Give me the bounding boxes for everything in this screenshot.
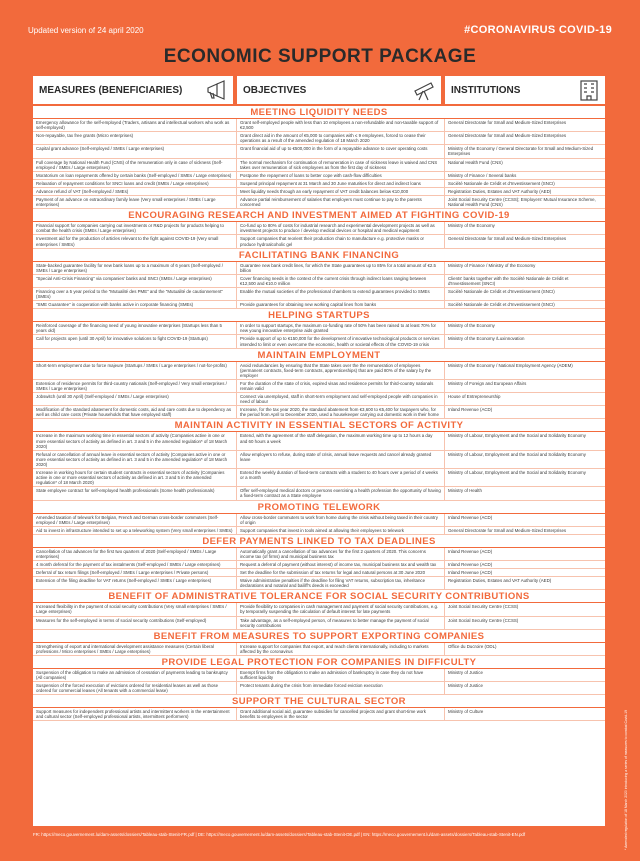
measure-cell: Cancellation of tax advances for the first two quarters of 2020 (Self-employed / SMEs / Large enterprises) [33,548,237,560]
objective-cell: Co-fund up to 80% of costs for industrial research and experimental development projects as well as investment projects to produce / develop medical devices or hospital and medical equipment [237,222,445,234]
table-row [33,335,605,348]
section-title: ENCOURAGING RESEARCH AND INVESTMENT AIMED AT FIGHTING COVID-19 [33,209,605,222]
objective-cell: Exempt firms from the obligation to make an admission of bankruptcy in case they do not have sufficient liquidity [237,669,445,681]
table-row [33,643,605,656]
institution-cell: Ministry of Labour, Employment and the Social and Solidarity Economy [448,470,586,476]
objective-cell: Increase support for companies that export, and reach clients internationally, including to markets affected by the coronavirus [237,643,445,655]
institution-cell: General Directorate for Small and Medium-Sized Enterprises [448,527,567,533]
section-title: SUPPORT THE CULTURAL SECTOR [33,695,605,708]
objective-cell: Allow cross-border commuters to work from home during the crisis without being taxed in their country of origin [237,514,445,526]
institution-cell: Office du Ducroire (ODL) [448,643,497,649]
objective-cell: Extend, with the agreement of the staff delegation, the maximum working time up to 12 hours a day and 60 hours a week [237,432,445,449]
section-title: PROVIDE LEGAL PROTECTION FOR COMPANIES IN DIFFICULTY [33,656,605,669]
table-row [33,708,605,721]
institution-cell: Inland Revenue (ACD) [448,561,493,567]
measure-cell: Modification of the standard abatement for domestic costs, aid and care costs due to dependency as well as child care costs (Private households that have employed staff) [33,406,237,418]
table-row [33,262,605,275]
table-row [33,145,605,158]
megaphone-icon [205,79,229,101]
table-row [33,119,605,132]
measure-cell: "SME Guarantee" in cooperation with banks active in corporate financing (SMEs) [33,301,237,308]
objective-cell: For the duration of the state of crisis, expired visas and residence permits for third-country nationals remain valid [237,380,445,392]
measure-cell: Financing over a 5 year period to the "Mutualité des PME" and the "Mutualité de cautionnement" (SMEs) [33,288,237,300]
objective-cell: Avoid redundancies by ensuring that the State takes over the the remuneration of employees (permanent contracts, fixed-term contracts, apprenticeships) that are paid 80% of the salary by the employer [237,362,445,379]
section-title: HELPING STARTUPS [33,309,605,322]
section-title: MEETING LIQUIDITY NEEDS [33,106,605,119]
column-header-institutions [445,76,605,104]
measure-cell: Capital grant advance (Self-employed / SMEs / Large enterprises) [33,145,237,157]
column-header-label: MEASURES (BENEFICIARIES) [39,84,183,96]
table-row [33,159,605,172]
objective-cell: Grant additional social aid, guarantee subsidies for cancelled projects and grant short-time work benefits to employees in the sector [237,708,445,720]
institution-cell: Ministry of Justice [448,683,483,689]
institution-cell: General Directorate for Small and Medium-Sized Enterprises [448,120,567,125]
table-row [33,132,605,145]
measure-cell: Aid to invest in infrastructure intended to set up a teleworking system (Very small enterprises / SMEs) [33,527,237,534]
column-header-measures [33,76,233,104]
measure-cell: Strengthening of export and international development assistance measures (Certain liberal professions / Micro enterprises / SMEs / Large enterprises) [33,643,237,655]
footer-links: FR: https://meco.gouvernement.lu/dam-assets/dossiers/Tableau-stab-Stenit-FR.pdf | DE: https://meco.gouvernement.lu/dam-assets/dossiers/Tableau-stab-Stenit-DE.pdf | EN: https://meco.gouvernement.lu/dam-assets/dossiers/Tableau-stab-Stenit-EN.pdf [33,832,526,837]
institution-cell: Ministry of the Economy / National Employment Agency (ADEM) [448,362,573,368]
objective-cell: Grant direct aid in the amount of €5,000 to companies with ≤ 9 employees, forced to cease their operations as a result of the amended regulation of 18 March 2020 [237,132,445,144]
institution-cell: General Directorate for Small and Medium-Sized Enterprises [448,236,567,242]
institution-cell: Inland Revenue (ACD) [448,570,493,576]
table-row [33,577,605,590]
institution-cell: Société Nationale de Crédit et d'Investissement (SNCI) [448,288,555,294]
objective-cell: Take advantage, as a self-employed person, of measures to better manage the payment of social security contributions [237,617,445,629]
version-label: Updated version of 24 april 2020 [28,26,144,35]
table-row [33,603,605,616]
objective-cell: In order to support startups, the maximum co-funding rate of 50% has been raised to at least 70% for new young innovative enterprise aids granted [237,322,445,334]
institution-cell: Ministry of the Economy [448,223,495,229]
table-row [33,487,605,500]
measure-cell: State-backed guarantee facility for new bank loans up to a maximum of 6 years (Self-employed / SMEs / Large enterprises) [33,262,237,274]
institution-cell: Clients' banks together with the Société Nationale de Crédit et d'Investissement (SNCI) [448,275,569,286]
section-title: BENEFIT FROM MEASURES TO SUPPORT EXPORTING COMPANIES [33,630,605,643]
section-title: DEFER PAYMENTS LINKED TO TAX DEADLINES [33,535,605,548]
section-title: FACILITATING BANK FINANCING [33,249,605,262]
objective-cell: Extend the weekly duration of fixed-term contracts with a student to 40 hours over a period of 4 weeks or a month [237,469,445,486]
objective-cell: Advance partial reimbursement of salaries that employers must continue to pay to the parents concerned [237,196,445,208]
objective-cell: Suspend principal repayment at 31 March and 30 June maturities for direct and indirect loans [237,180,445,187]
section-title: PROMOTING TELEWORK [33,501,605,514]
measure-cell: Extension of residence permits for third-country nationals (Self-employed / Very small enterprises / SMEs / Large enterprises) [33,380,237,392]
building-icon [577,79,601,101]
table-row [33,188,605,196]
table-row [33,172,605,180]
objective-cell: Allow employers to refuse, during state of crisis, annual leave requests and cancel already granted leave [237,451,445,468]
objective-cell: Support companies that reorient their production chain to manufacture e.g. protective masks or produce hydroalcoholic gel [237,235,445,247]
measure-cell: Full coverage by National Health Fund (CNS) of the remuneration only in case of sickness (Self-employed / SMEs / Large enterprises) [33,159,237,171]
table-row [33,548,605,561]
objective-cell: Provide guarantees for obtaining new working capital lines from banks [237,301,445,308]
table-row [33,196,605,209]
institution-cell: National Health Fund (CNS) [448,159,503,165]
institution-cell: Société Nationale de Crédit et d'Investissement (SNCI) [448,180,555,186]
side-note [624,380,632,850]
table-row [33,393,605,406]
objective-cell: Guarantee new bank credit lines, for which the State guarantees up to 85% for a total amount of €2.5 billion [237,262,445,274]
objective-cell: Increase, for the tax year 2020, the standard abatement from €3,600 to €5,400 for taxpayers who, for the period from April to December 2020, used a housekeeper carrying out domestic work in their home [237,406,445,418]
table-row [33,432,605,450]
measure-cell: Reinforced coverage of the financing need of young innovative enterprises (Startups less than 5 years old) [33,322,237,334]
side-note-text: * Amended regulation of 18 March 2020 introducing a series of measures to combat Covid-19 [624,709,628,850]
objective-cell: Meet liquidity needs through an early repayment of VAT credit balances below €10,000 [237,188,445,195]
institution-cell: Ministry of Labour, Employment and the Social and Solidarity Economy [448,451,586,457]
institution-cell: General Directorate for Small and Medium-Sized Enterprises [448,133,567,139]
measure-cell: Call for projects open (until 30 April) for innovative solutions to fight COVID-19 (Startups) [33,335,237,347]
institution-cell: Ministry of Culture [448,709,484,715]
measure-cell: Deferral of tax return filings (Self-employed / SMEs / Large enterprises / Private persons) [33,569,237,576]
measure-cell: Investment aid for the production of articles relevant to the fight against COVID-19 (Very small enterprises / SMEs) [33,235,237,247]
top-bar [28,26,612,40]
objective-cell: Grant self-employed people with less than 10 employees a non-refundable and non-taxable support of €2,500 [237,119,445,131]
institution-cell: Registration Duties, Estates and VAT Authority (AED) [448,578,552,584]
institution-cell: Inland Revenue (ACD) [448,514,493,520]
table-row [33,275,605,288]
measure-cell: Measures for the self-employed in terms of social security contributions (Self-employed) [33,617,237,629]
institution-cell: Ministry of Finance / Several banks [448,172,517,178]
objective-cell: Automatically grant a cancellation of tax advances for the first 2 quarters of 2020. This concerns income tax (of firms) and municipal business tax [237,548,445,560]
objective-cell: Enable the mutual societies of the professional chambers to extend guarantees provided to SMEs [237,288,445,300]
objective-cell: Set the deadline for the submission of tax returns for legal and natural persons at 30 June 2020 [237,569,445,576]
table-row [33,617,605,630]
table-row [33,451,605,469]
institution-cell: Ministry of Labour, Employment and the Social and Solidarity Economy [448,433,586,439]
table-row [33,322,605,335]
table-row [33,235,605,248]
telescope-icon [413,79,437,101]
measure-cell: Emergency allowance for the self-employed (Traders, artisans and intellectual workers who work as self-employed) [33,119,237,131]
table-row [33,362,605,380]
table-row [33,669,605,682]
table-row [33,406,605,419]
institution-cell: Ministry of the Economy / General Directorate for Small and Medium-Sized Enterprises [448,146,594,157]
institution-cell: Ministry of Health [448,488,482,494]
objective-cell: Provide flexibility to companies in cash management and payment of social security contributions, e.g. by temporarily suspending the calculation of default interest for late payments [237,603,445,615]
objective-cell: Postpone the repayment of loans to better cope with cash-flow difficulties [237,172,445,179]
measure-cell: Suspension of the forced execution of evictions ordered for residential leases as well as those ordered for commercial leases (All tenants with a commercial lease) [33,682,237,694]
measure-cell: Support measures for independent professional artists and intermittent workers in the entertainment and cultural sector (Self-employed professional artists, intermittent performers) [33,708,237,720]
measure-cell: State employee contract for self-employed health professionals (Some health professionals) [33,487,237,499]
page-title: ECONOMIC SUPPORT PACKAGE [163,46,477,67]
measure-cell: Relaxation of repayment conditions for SNCI loans and credit (SMEs / Large enterprises) [33,180,237,187]
table-row [33,527,605,535]
institution-cell: Inland Revenue (ACD) [448,407,493,413]
objective-cell: The normal mechanism for continuation of remuneration in case of sickness leave is waived and CNS takes over remuneration of sick employees as from the first day of sickness [237,159,445,171]
measure-cell: Jobswitch (until 30 April) (Self-employed / SMEs / Large enterprises) [33,393,237,405]
institution-cell: Registration Duties, Estates and VAT Authority (AED) [448,188,552,194]
table-row [33,180,605,188]
objective-cell: Protect tenants during the crisis from immediate forced eviction execution [237,682,445,694]
table-row [33,288,605,301]
section-title: MAINTAIN ACTIVITY IN ESSENTIAL SECTORS OF ACTIVITY [33,419,605,432]
institution-cell: Ministry of the Economy /Luxinnovation [448,336,525,342]
section-title: BENEFIT OF ADMINISTRATIVE TOLERANCE FOR SOCIAL SECURITY CONTRIBUTIONS [33,590,605,603]
institution-cell: Ministry of Foreign and European Affairs [448,380,527,386]
column-header-label: OBJECTIVES [243,84,307,96]
table-row [33,469,605,487]
measure-cell: Short-term employment due to force majeure (Startups / SMEs / Large enterprises / not-for-profits) [33,362,237,379]
institution-cell: Joint Social Security Centre (CCSS) [448,617,519,623]
objective-cell: Cover financing needs in the context of the current crisis through indirect loans ranging between €12,500 and €10.0 million [237,275,445,287]
table-row [33,380,605,393]
table-row [33,569,605,577]
table-row [33,514,605,527]
institution-cell: House of Entrepreneurship [448,394,501,400]
column-header-objectives [237,76,441,104]
institution-cell: Ministry of Finance / Ministry of the Economy [448,262,536,268]
objective-cell: Offer self-employed medical doctors or persons exercising a health profession the opportunity of having a fixed-term contract as a State employee [237,487,445,499]
table-row [33,682,605,695]
column-header-label: INSTITUTIONS [451,84,521,96]
section-title: MAINTAIN EMPLOYMENT [33,349,605,362]
objective-cell: Waive administrative penalties if the deadline for filing VAT returns, subscription tax, inheritance declarations and notarial and bailiff's deeds is exceeded [237,577,445,589]
measure-cell: 4 month deferral for the payment of tax instalments (Self-employed / SMEs / Large enterprises) [33,561,237,568]
institution-cell: Société Nationale de Crédit et d'Investissement (SNCI) [448,302,555,308]
measure-cell: Refusal or cancellation of annual leave in essential sectors of activity (Companies active in one or more essential sectors of activity as defined in art. 3 and 5 in the amended regulation* of 18 March 2020) [33,451,237,468]
institution-cell: Ministry of the Economy [448,323,495,329]
measure-cell: Advance refund of VAT (Self-employed / SMEs) [33,188,237,195]
objective-cell: Connect via unemployed, staff in short-term employment and self-employed people with companies in need of labour [237,393,445,405]
measure-cell: Amended taxation of telework for Belgian, French and German cross-border commuters (Self-employed / SMEs / Large enterprises) [33,514,237,526]
institution-cell: Joint Social Security Centre (CCSS) [448,604,519,610]
objective-cell: Request a deferral of payment (without interest) of income tax, municipal business tax and wealth tax [237,561,445,568]
measure-cell: Extension of the filing deadline for VAT returns (Self-employed / SMEs / Large enterprises) [33,577,237,589]
table-row [33,222,605,235]
institution-cell: Inland Revenue (ACD) [448,548,493,554]
table-row [33,561,605,569]
measure-cell: Increase in working hours for certain student contracts in essential sectors of activity (Companies active in one or more essential sectors of activity as defined in art. 3 and 5 in the amended regulation* of 18 March 2020) [33,469,237,486]
measure-cell: Suspension of the obligation to make an admission of cessation of payments leading to bankruptcy (All companies) [33,669,237,681]
measure-cell: Financial support for companies carrying out investments or R&D projects for products helping to combat the health crisis (SMEs / Large enterprises) [33,222,237,234]
institution-cell: Joint Social Security Centre (CCSS); Employers' Mutual Insurance Scheme, National Health Fund (CNS) [448,197,596,208]
measure-cell: Non-repayable, tax free grants (Micro enterprises) [33,132,237,144]
hashtag-label: #CORONAVIRUS COVID-19 [464,24,612,36]
measures-table [33,106,605,826]
measure-cell: Moratorium on loan repayments offered by certain banks (Self-employed / SMEs / Large enterprises) [33,172,237,179]
measure-cell: Increase in the maximum working time in essential sectors of activity (Companies active in one or more essential sectors of activity as defined in art. 3 and 5 in the amended regulation* of 18 March 2020) [33,432,237,449]
measure-cell: Payment of an advance on extraordinary family leave (Very small enterprises / SMEs / Large enterprises) [33,196,237,208]
measure-cell: "Special Anti-Crisis Financing" via companies' banks and SNCI (SMEs / Large enterprises) [33,275,237,287]
institution-cell: Ministry of Justice [448,669,483,675]
objective-cell: Support companies that invest in tools aimed at allowing their employees to telework [237,527,445,534]
measure-cell: Increased flexibility in the payment of social security contributions (Very small enterprises / SMEs / Large enterprises) [33,603,237,615]
table-row [33,301,605,309]
objective-cell: Provide support of up to €150,000 for the development of innovative technological products or services intended to limit or even overcome the economic, health or societal effects of the COVID-19 crisis [237,335,445,347]
objective-cell: Grant financial aid of up to €500,000 in the form of a repayable advance to cover operating costs [237,145,445,157]
